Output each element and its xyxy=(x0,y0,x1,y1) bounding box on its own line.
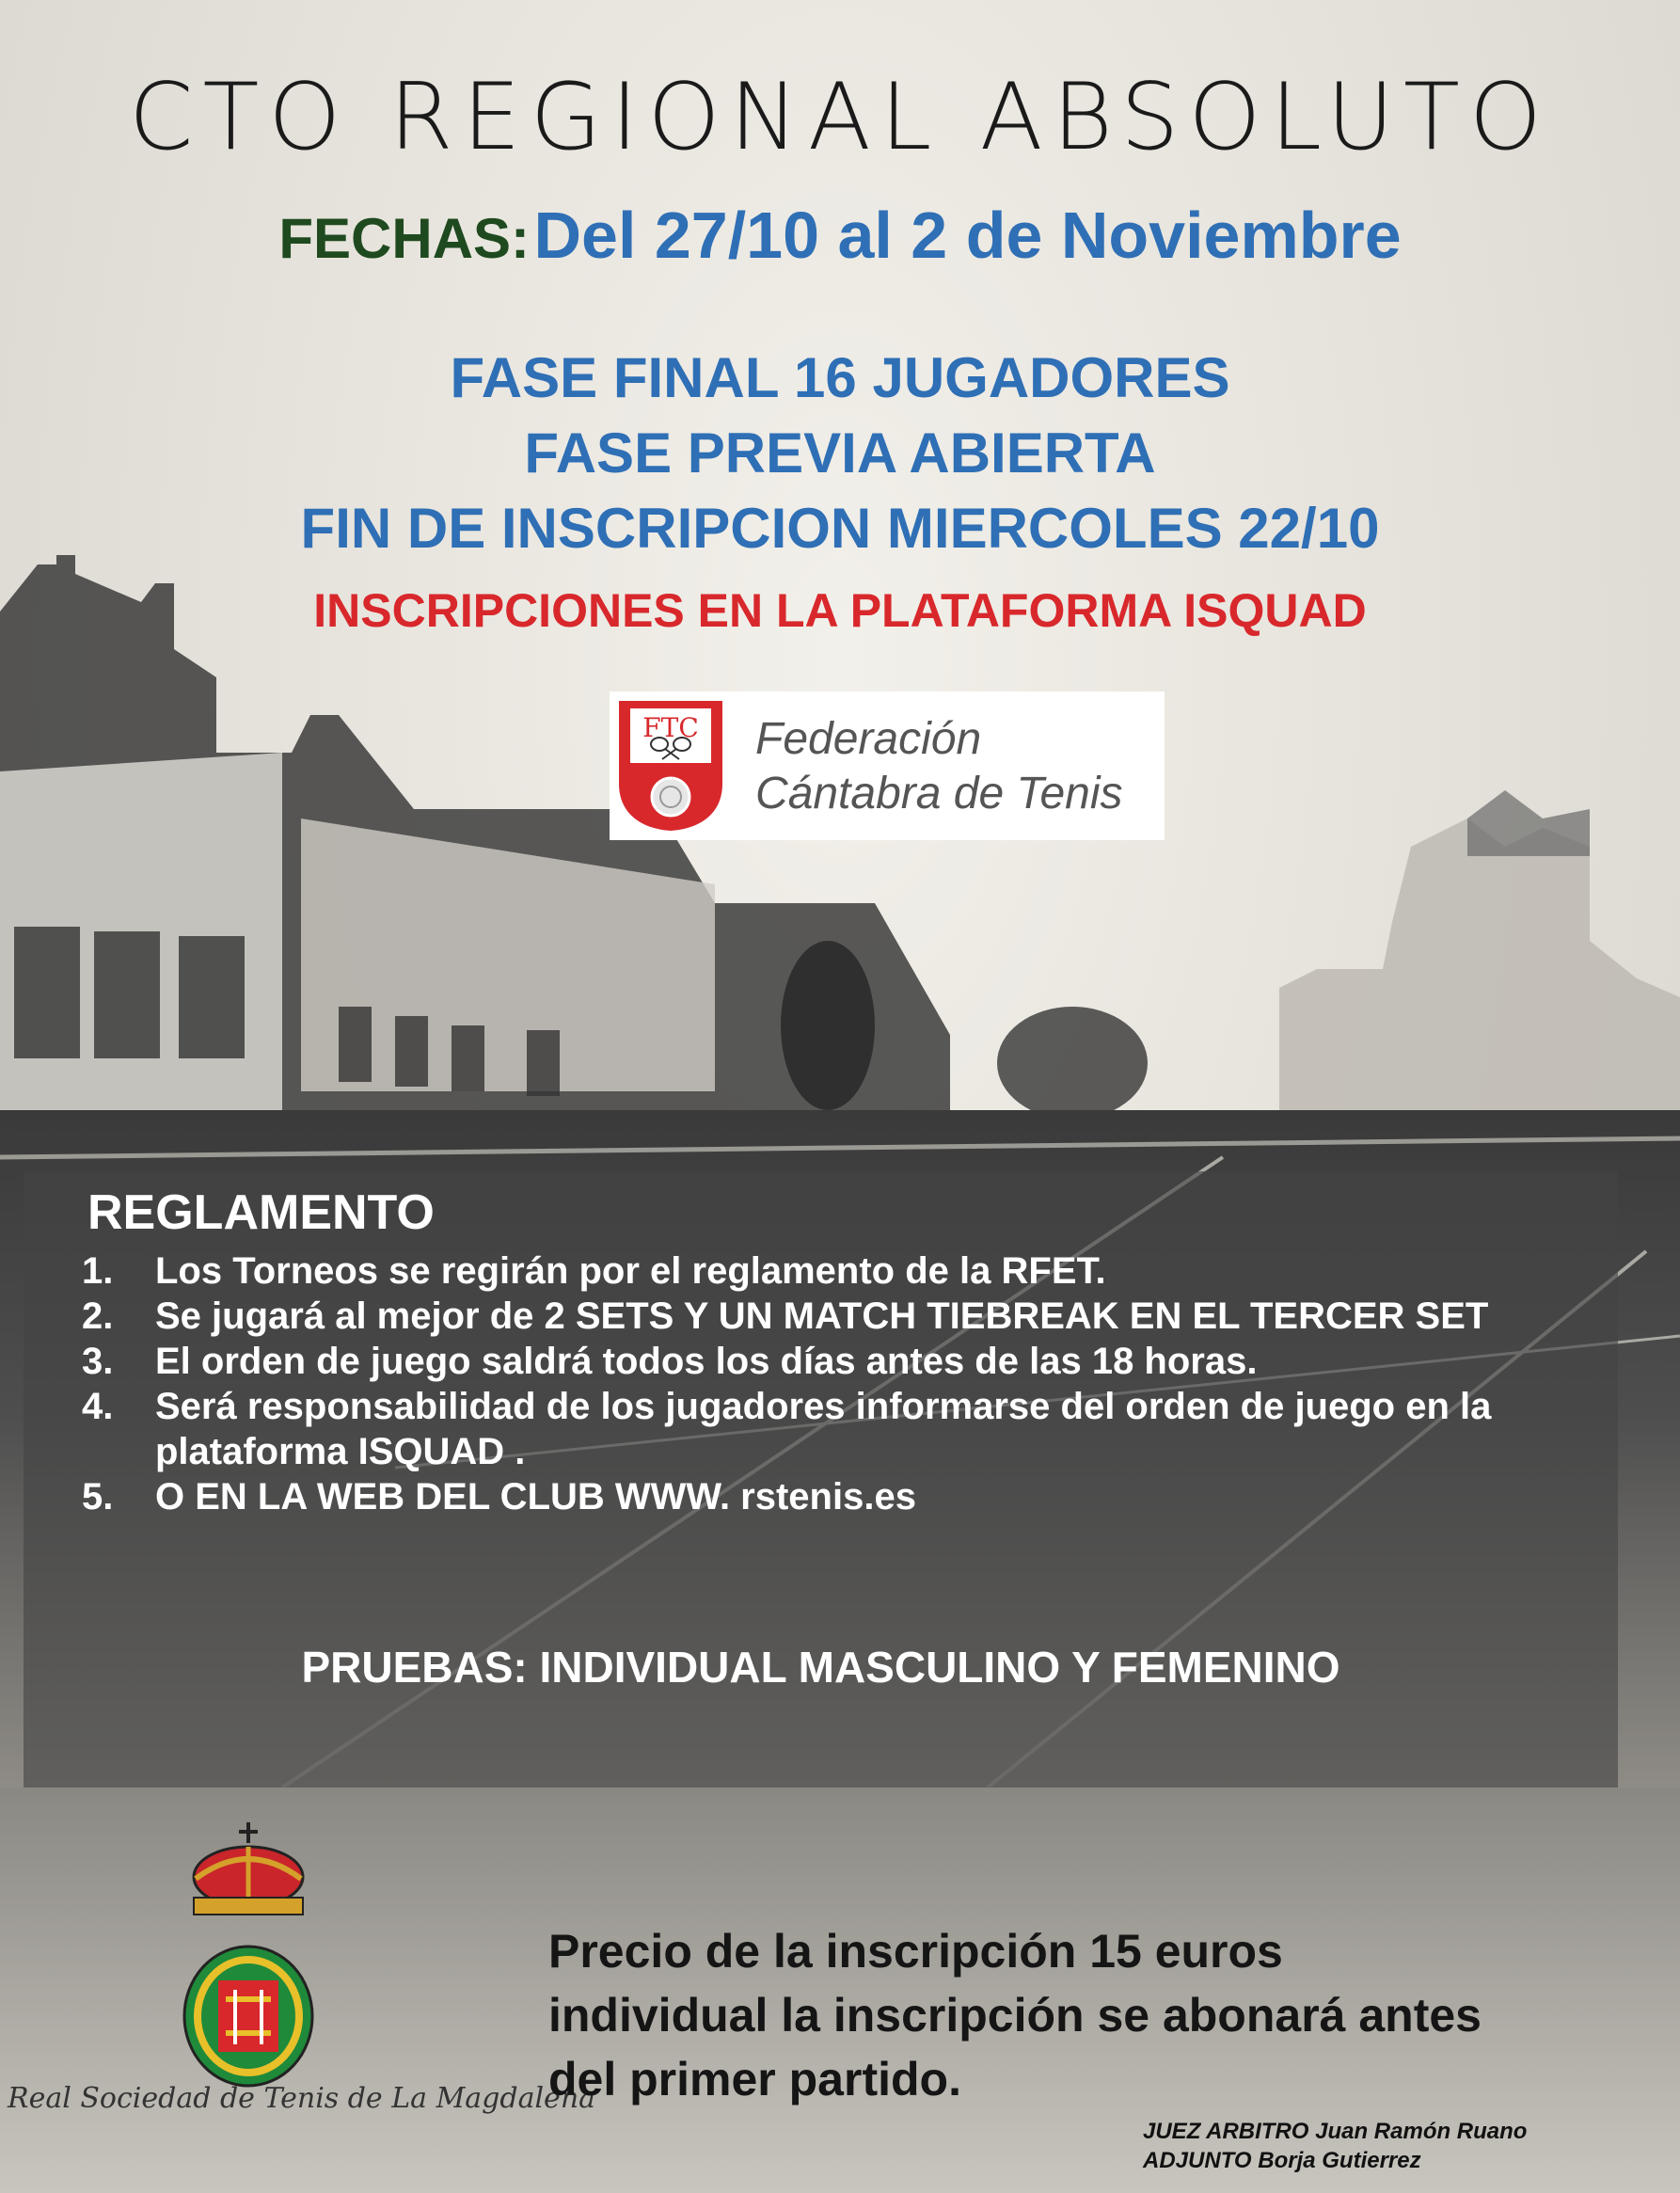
inscripciones-line: INSCRIPCIONES EN LA PLATAFORMA ISQUAD xyxy=(313,584,1367,637)
club-name: Real Sociedad de Tenis de La Magdalena xyxy=(8,2082,596,2115)
reglamento-item-text: Los Torneos se regirán por el reglamento de la RFET. xyxy=(155,1250,1106,1292)
fase-block xyxy=(0,341,1680,566)
adjunto: ADJUNTO Borja Gutierrez xyxy=(1143,2148,1421,2173)
reglamento-item-number: 4. xyxy=(82,1386,114,1427)
fechas-value: Del 27/10 al 2 de Noviembre xyxy=(533,199,1402,272)
federation-name-line2: Cántabra de Tenis xyxy=(755,769,1123,818)
reglamento-item-number: 5. xyxy=(82,1476,114,1518)
reglamento-item-number: 3. xyxy=(82,1341,114,1382)
fct-shield-icon xyxy=(615,697,726,834)
juez-arbitro: JUEZ ARBITRO Juan Ramón Ruano xyxy=(1143,2119,1528,2144)
reglamento-item-text: El orden de juego saldrá todos los días antes de las 18 horas. xyxy=(155,1341,1258,1382)
fase-final-line: FASE FINAL 16 JUGADORES xyxy=(450,346,1230,409)
officials xyxy=(1143,2117,1527,2175)
club-crest-icon xyxy=(177,1820,320,2103)
reglamento-title: REGLAMENTO xyxy=(87,1185,435,1240)
reglamento-item xyxy=(82,1294,1606,1339)
fechas-line xyxy=(0,198,1680,273)
reglamento-item-text: Se jugará al mejor de 2 SETS Y UN MATCH TIEBREAK EN EL TERCER SET xyxy=(155,1295,1489,1337)
pruebas-line: PRUEBAS: INDIVIDUAL MASCULINO Y FEMENINO xyxy=(301,1643,1340,1692)
federation-name-line1: Federación xyxy=(755,714,982,764)
reglamento-item-number: 2. xyxy=(82,1295,114,1337)
federation-logo xyxy=(610,691,1165,840)
reglamento-item-number: 1. xyxy=(82,1250,114,1292)
reglamento-item xyxy=(82,1384,1606,1474)
federation-name xyxy=(755,712,1123,821)
reglamento-item-text: Será responsabilidad de los jugadores informarse del orden de juego en la plataforma ISQUAD . xyxy=(155,1386,1492,1472)
tournament-title: CTO REGIONAL ABSOLUTO xyxy=(129,64,1551,171)
reglamento-item xyxy=(82,1248,1606,1294)
fin-inscripcion-line: FIN DE INSCRIPCION MIERCOLES 22/10 xyxy=(300,497,1380,560)
reglamento-item xyxy=(82,1474,1606,1519)
reglamento-item xyxy=(82,1339,1606,1384)
fase-previa-line: FASE PREVIA ABIERTA xyxy=(524,421,1156,485)
svg-text:FTC: FTC xyxy=(642,712,699,743)
precio-line-2: individual la inscripción se abonará antes xyxy=(548,1989,1482,2042)
reglamento-item-text: O EN LA WEB DEL CLUB WWW. rstenis.es xyxy=(155,1476,916,1518)
crown-icon xyxy=(194,1822,303,1915)
precio-line-3: del primer partido. xyxy=(548,2053,961,2106)
reglamento-list xyxy=(82,1248,1606,1519)
reglamento-panel xyxy=(24,1171,1618,1788)
precio-text xyxy=(548,1919,1630,2111)
fechas-label: FECHAS: xyxy=(278,207,531,270)
precio-line-1: Precio de la inscripción 15 euros xyxy=(548,1925,1283,1978)
